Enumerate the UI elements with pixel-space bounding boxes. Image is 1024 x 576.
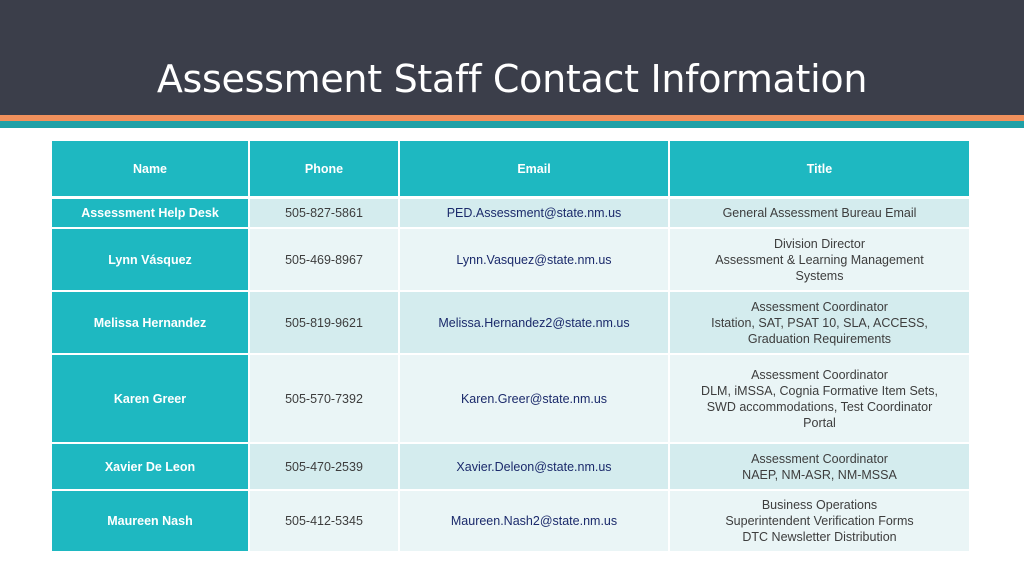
contact-email[interactable]: Karen.Greer@state.nm.us (400, 355, 670, 444)
title-line: Graduation Requirements (747, 331, 892, 346)
slide-title: Assessment Staff Contact Information (156, 57, 868, 101)
table-row (52, 491, 969, 553)
title-line: SWD accommodations, Test Coordinator (706, 399, 933, 414)
table-row (52, 444, 969, 491)
contact-email[interactable]: Xavier.Deleon@state.nm.us (400, 444, 670, 491)
contact-title (670, 292, 969, 355)
contact-title (670, 355, 969, 444)
contact-title (670, 229, 969, 292)
contact-phone: 505-827-5861 (250, 199, 400, 229)
title-line: Systems (795, 268, 844, 283)
contact-name: Maureen Nash (52, 491, 250, 553)
contact-email[interactable]: Melissa.Hernandez2@state.nm.us (400, 292, 670, 355)
contact-email[interactable]: PED.Assessment@state.nm.us (400, 199, 670, 229)
contact-table (52, 141, 969, 553)
title-line: Superintendent Verification Forms (725, 514, 914, 528)
header-name: Name (52, 141, 250, 199)
table-row (52, 292, 969, 355)
contact-name: Karen Greer (52, 355, 250, 444)
title-line: DTC Newsletter Distribution (742, 530, 897, 544)
title-line: Assessment Coordinator (751, 367, 888, 382)
table-row (52, 229, 969, 292)
title-line: Assessment Coordinator (751, 299, 888, 314)
table-row (52, 355, 969, 444)
title-line: NAEP, NM-ASR, NM-MSSA (742, 467, 897, 482)
contact-phone: 505-570-7392 (250, 355, 400, 444)
title-line: Assessment & Learning Management (715, 252, 924, 267)
title-line: Division Director (774, 236, 865, 251)
contact-title (670, 444, 969, 491)
title-line: General Assessment Bureau Email (722, 206, 917, 220)
contact-title (670, 491, 969, 553)
title-line: Portal (803, 415, 836, 430)
contact-title (670, 199, 969, 229)
contact-phone: 505-412-5345 (250, 491, 400, 553)
header-title: Title (670, 141, 969, 199)
contact-name: Melissa Hernandez (52, 292, 250, 355)
header-phone: Phone (250, 141, 400, 199)
accent-stripe-teal (0, 121, 1024, 128)
contact-name: Lynn Vásquez (52, 229, 250, 292)
title-line: Business Operations (761, 498, 878, 512)
title-line: Istation, SAT, PSAT 10, SLA, ACCESS, (711, 315, 928, 330)
contact-name: Assessment Help Desk (52, 199, 250, 229)
table-row (52, 199, 969, 229)
contact-phone: 505-819-9621 (250, 292, 400, 355)
contact-email[interactable]: Lynn.Vasquez@state.nm.us (400, 229, 670, 292)
title-line: DLM, iMSSA, Cognia Formative Item Sets, (701, 383, 938, 398)
contact-email[interactable]: Maureen.Nash2@state.nm.us (400, 491, 670, 553)
header-email: Email (400, 141, 670, 199)
contact-phone: 505-470-2539 (250, 444, 400, 491)
contact-phone: 505-469-8967 (250, 229, 400, 292)
title-line: Assessment Coordinator (751, 451, 888, 466)
contact-name: Xavier De Leon (52, 444, 250, 491)
table-header-row (52, 141, 969, 199)
